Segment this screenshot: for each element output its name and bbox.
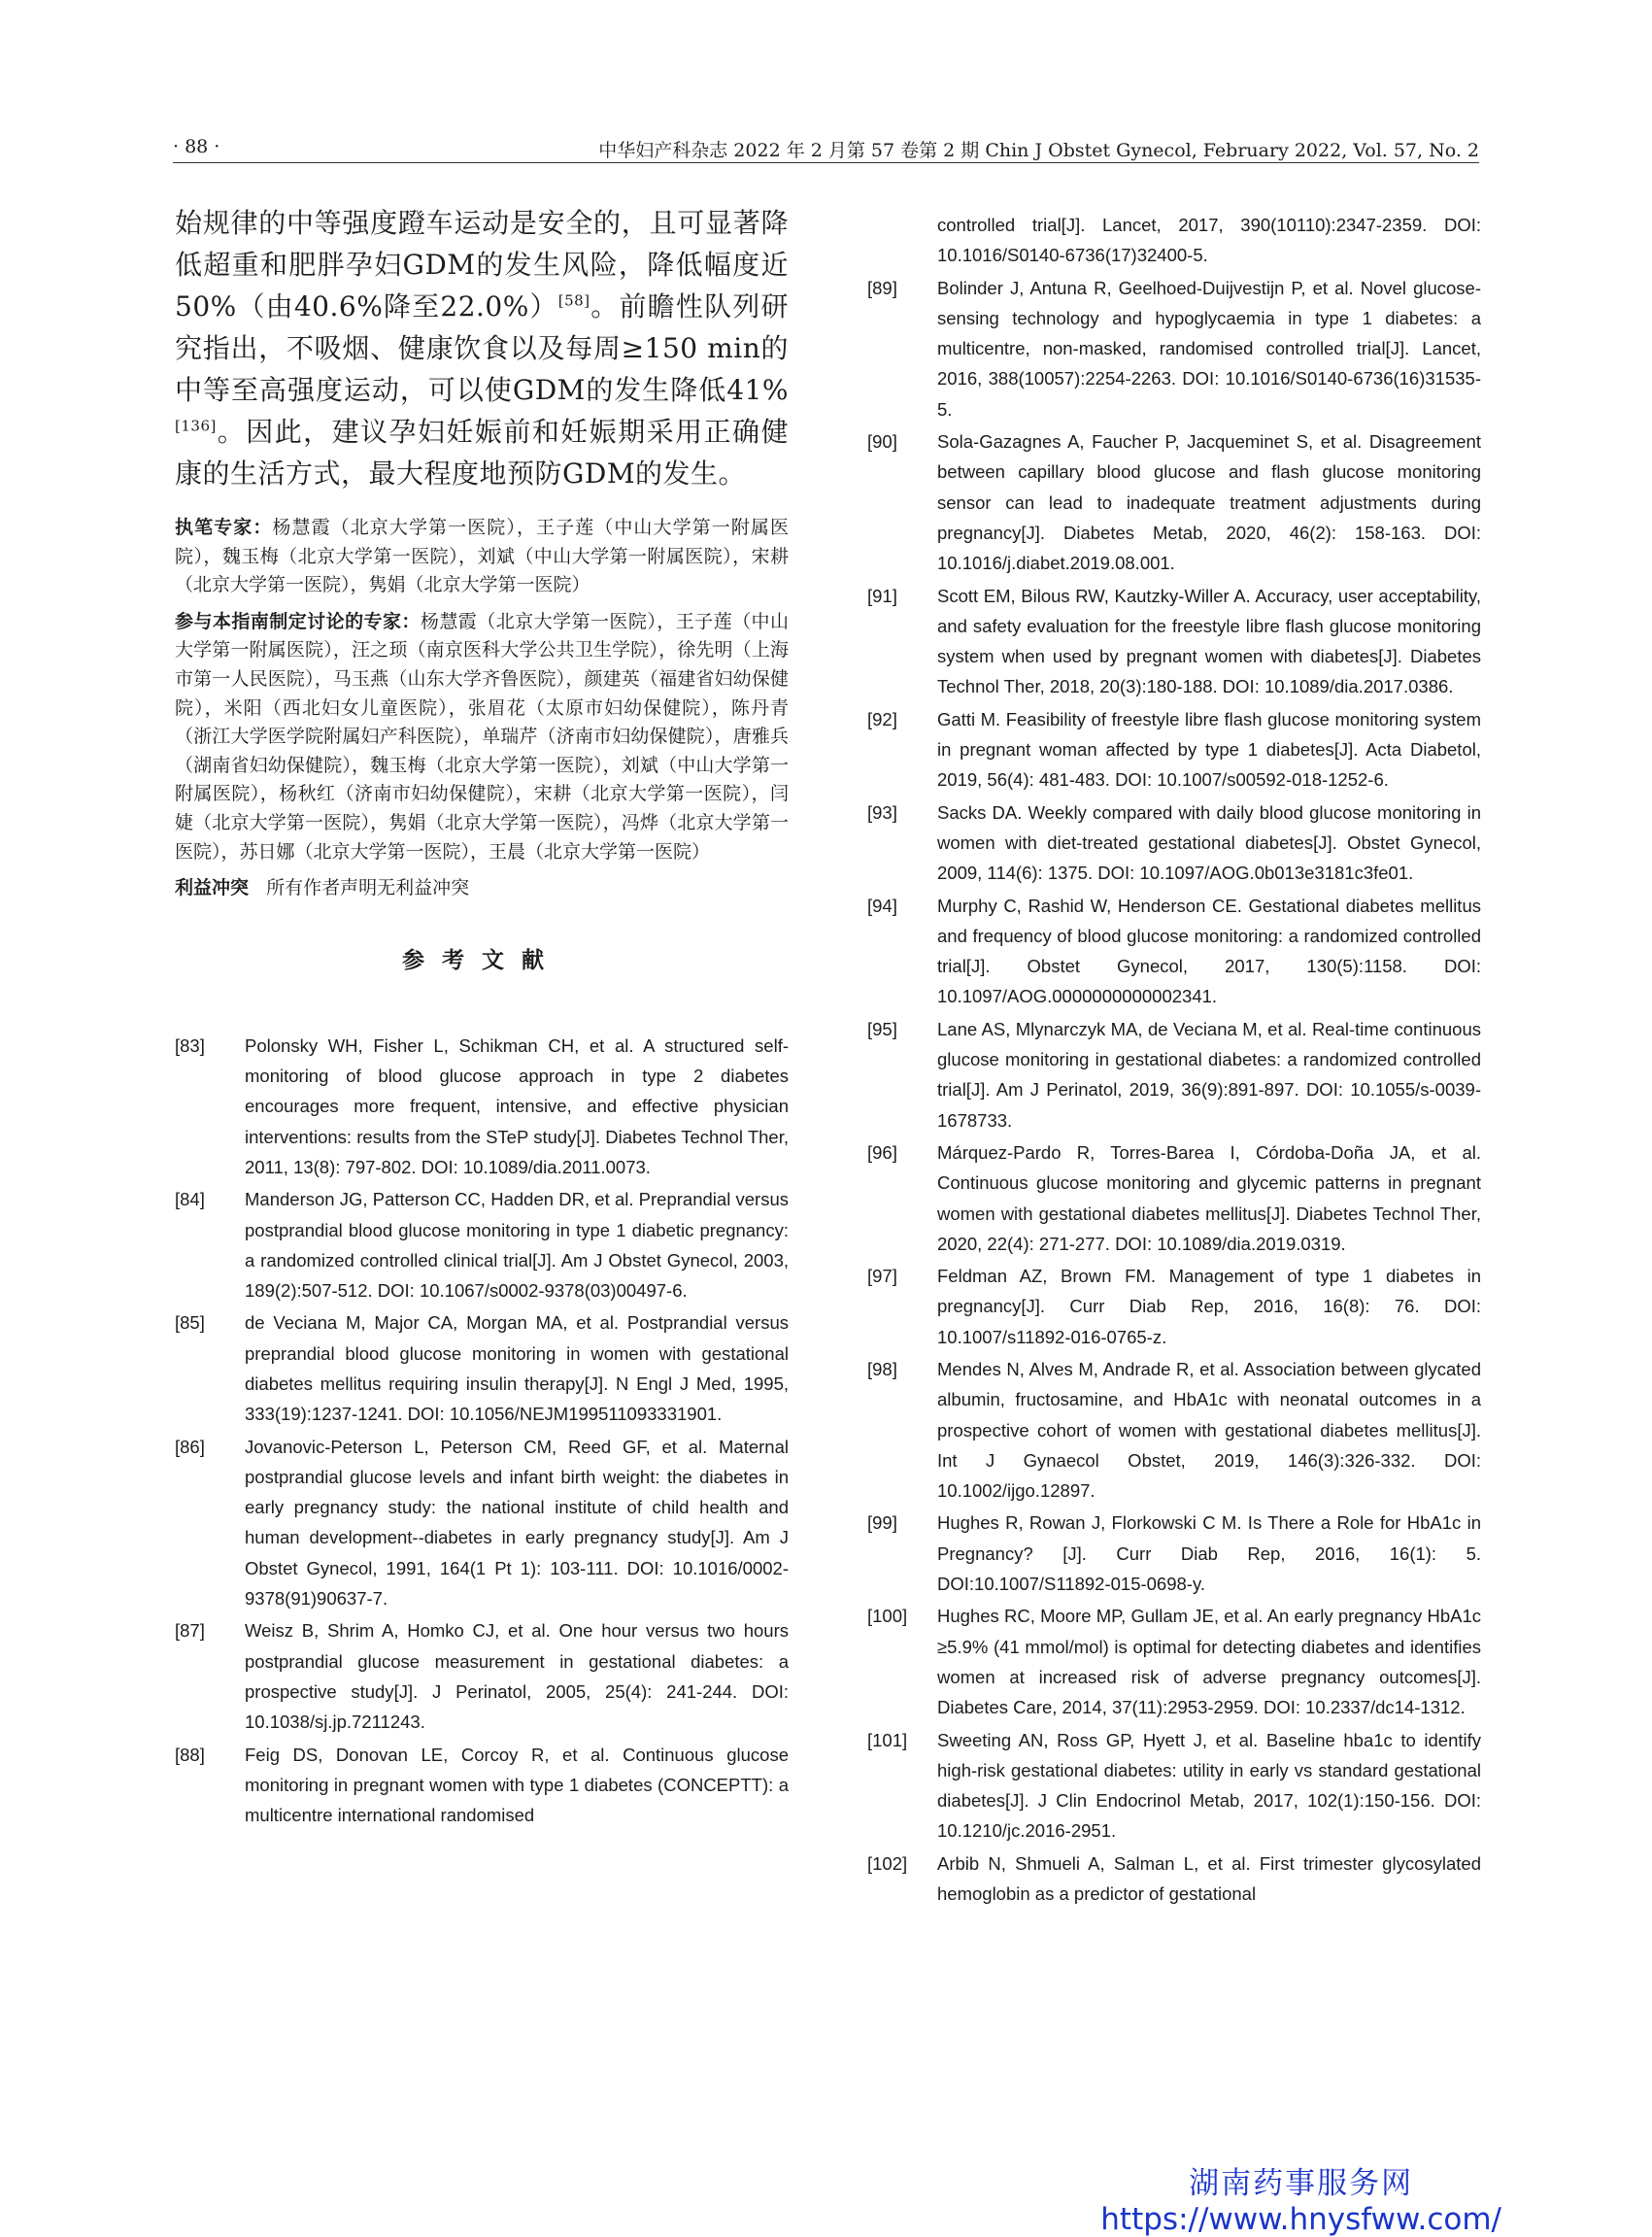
reference-text: Hughes R, Rowan J, Florkowski C M. Is There a Role for HbA1c in Pregnancy? [J]. Curr Diab Rep, 2016, 16(1): 5. DOI:10.1007/S11892-015-0698-y. <box>937 1512 1481 1595</box>
reference-text: Weisz B, Shrim A, Homko CJ, et al. One hour versus two hours postprandial glucose measurement in gestational diabetes: a prospective study[J]. J Perinatol, 2005, 25(4): 241-244. DOI: 10.1038/sj.jp.7211243. <box>245 1620 789 1733</box>
page-number: · 88 · <box>173 136 220 157</box>
reference-item <box>867 1508 1481 1599</box>
conflict-label: 利益冲突 <box>175 877 250 899</box>
reference-number: [86] <box>175 1436 205 1457</box>
reference-item <box>175 1740 789 1831</box>
reference-item <box>867 426 1481 578</box>
reference-item <box>867 1137 1481 1259</box>
reference-number: [89] <box>867 277 897 298</box>
reference-item <box>867 704 1481 796</box>
body-text-a: 始规律的中等强度蹬车运动是安全的，且可显著降低超重和肥胖孕妇GDM的发生风险，降低幅度近50%（由40.6%降至22.0%） <box>175 207 789 322</box>
reference-item <box>867 1725 1481 1847</box>
writers-list: 杨慧霞（北京大学第一医院），王子莲（中山大学第一附属医院），魏玉梅（北京大学第一医院），刘斌（中山大学第一附属医院），宋耕（北京大学第一医院），隽娟（北京大学第一医院） <box>175 517 789 596</box>
reference-text: Arbib N, Shmueli A, Salman L, et al. First trimester glycosylated hemoglobin as a predictor of gestational <box>937 1852 1481 1905</box>
reference-text: Hughes RC, Moore MP, Gullam JE, et al. An early pregnancy HbA1c ≥5.9% (41 mmol/mol) is optimal for detecting diabetes and identifies women at increased risk of adverse pregnancy outcomes[J]. Diabetes Care, 2014, 37(11):2953-2959. DOI: 10.2337/dc14-1312. <box>937 1606 1481 1718</box>
reference-item <box>867 1848 1481 1910</box>
reference-item <box>175 1432 789 1614</box>
writers-label: 执笔专家： <box>175 517 273 538</box>
reference-item <box>867 210 1481 271</box>
watermark-name: 湖南药事服务网 <box>1189 2166 1414 2201</box>
reference-text: Bolinder J, Antuna R, Geelhoed-Duijvestijn P, et al. Novel glucose-sensing technology and hypoglycaemia in type 1 diabetes: a multicentre, non-masked, randomised controlled trial[J]. Lancet, 2016, 388(10057):2254-2263. DOI: 10.1016/S0140-6736(16)31535-5. <box>937 277 1481 420</box>
conflict-line <box>175 874 789 903</box>
reference-text: Sweeting AN, Ross GP, Hyett J, et al. Baseline hba1c to identify high-risk gestational diabetes: utility in early vs standard gestational diabetes[J]. J Clin Endocrinol Metab, 2017, 102(1):150-156. DOI: 10.1210/jc.2016-2951. <box>937 1729 1481 1842</box>
reference-text: Feig DS, Donovan LE, Corcoy R, et al. Continuous glucose monitoring in pregnant women with type 1 diabetes (CONCEPTT): a multicentre international randomised <box>245 1744 789 1826</box>
reference-number: [101] <box>867 1729 908 1750</box>
reference-text: Polonsky WH, Fisher L, Schikman CH, et al. A structured self-monitoring of blood glucose approach in type 2 diabetes encourages more frequent, intensive, and effective physician interventions: results from the STeP study[J]. Diabetes Technol Ther, 2011, 13(8): 797-802. DOI: 10.1089/dia.2011.0073. <box>245 1034 789 1177</box>
reference-number: [96] <box>867 1141 897 1163</box>
reference-number: [97] <box>867 1266 897 1287</box>
reference-item <box>175 1307 789 1429</box>
left-column <box>175 202 789 1832</box>
reference-item <box>867 581 1481 702</box>
reference-item <box>175 1184 789 1305</box>
reference-number: [83] <box>175 1034 205 1056</box>
reference-number: [95] <box>867 1018 897 1039</box>
reference-number: [92] <box>867 708 897 729</box>
reference-list-left <box>175 1031 789 1831</box>
participants-label: 参与本指南制定讨论的专家： <box>175 610 421 632</box>
reference-text: Feldman AZ, Brown FM. Management of type 1 diabetes in pregnancy[J]. Curr Diab Rep, 2016, 16(8): 76. DOI: 10.1007/s11892-016-0765-z. <box>937 1266 1481 1347</box>
reference-number: [102] <box>867 1852 908 1874</box>
writers-line <box>175 514 789 600</box>
reference-number: [93] <box>867 801 897 823</box>
reference-text: Jovanovic-Peterson L, Peterson CM, Reed GF, et al. Maternal postprandial glucose levels and infant birth weight: the diabetes in early pregnancy study: the national institute of child health and human development--diabetes in early pregnancy study[J]. Am J Obstet Gynecol, 1991, 164(1 Pt 1): 103-111. DOI: 10.1016/0002-9378(91)90637-7. <box>245 1436 789 1610</box>
reference-item <box>867 1354 1481 1506</box>
reference-number: [87] <box>175 1620 205 1642</box>
reference-text: Sola-Gazagnes A, Faucher P, Jacqueminet S, et al. Disagreement between capillary blood glucose and flash glucose monitoring sensor can lead to inadequate treatment adjustments during pregnancy[J]. Diabetes Metab, 2020, 46(2): 158-163. DOI: 10.1016/j.diabet.2019.08.001. <box>937 431 1481 574</box>
reference-text: Gatti M. Feasibility of freestyle libre flash glucose monitoring system in pregnant woman affected by type 1 diabetes[J]. Acta Diabetol, 2019, 56(4): 481-483. DOI: 10.1007/s00592-018-1252-6. <box>937 708 1481 791</box>
reference-item <box>175 1615 789 1737</box>
reference-text: Murphy C, Rashid W, Henderson CE. Gestational diabetes mellitus and frequency of blood glucose monitoring: a randomized controlled trial[J]. Obstet Gynecol, 2017, 130(5):1158. DOI: 10.1097/AOG.0000000000002341. <box>937 895 1481 1007</box>
reference-text: Manderson JG, Patterson CC, Hadden DR, et al. Preprandial versus postprandial blood glucose monitoring in type 1 diabetic pregnancy: a randomized controlled clinical trial[J]. Am J Obstet Gynecol, 2003, 189(2):507-512. DOI: 10.1067/s0002-9378(03)00497-6. <box>245 1189 789 1302</box>
right-column <box>867 210 1481 1911</box>
reference-text: Scott EM, Bilous RW, Kautzky-Willer A. Accuracy, user acceptability, and safety evaluation for the freestyle libre flash glucose monitoring system when used by pregnant women with diabetes[J]. Diabetes Technol Ther, 2018, 20(3):180-188. DOI: 10.1089/dia.2017.0386. <box>937 585 1481 697</box>
reference-text: Márquez-Pardo R, Torres-Barea I, Córdoba-Doña JA, et al. Continuous glucose monitoring and glycemic patterns in pregnant women with gestational diabetes mellitus[J]. Diabetes Technol Ther, 2020, 22(4): 271-277. DOI: 10.1089/dia.2019.0319. <box>937 1141 1481 1254</box>
reference-item <box>867 1601 1481 1722</box>
reference-item <box>867 1014 1481 1135</box>
conflict-text: 所有作者声明无利益冲突 <box>266 877 470 899</box>
reference-number: [84] <box>175 1189 205 1210</box>
reference-text: Mendes N, Alves M, Andrade R, et al. Association between glycated albumin, fructosamine, and HbA1c with neonatal outcomes in a prospective cohort of women with gestational diabetes mellitus[J]. Int J Gynaecol Obstet, 2019, 146(3):326-332. DOI: 10.1002/ijgo.12897. <box>937 1358 1481 1502</box>
reference-item <box>867 1261 1481 1352</box>
participants-list: 杨慧霞（北京大学第一医院），王子莲（中山大学第一附属医院），汪之顼（南京医科大学公共卫生学院），徐先明（上海市第一人民医院），马玉燕（山东大学齐鲁医院），颜建英（福建省妇幼保健院），米阳（西北妇女儿童医院），张眉花（太原市妇幼保健院），陈丹青（浙江大学医学院附属妇产科医院），单瑞芹（济南市妇幼保健院），唐雅兵（湖南省妇幼保健院），魏玉梅（北京大学第一医院），刘斌（中山大学第一附属医院），杨秋红（济南市妇幼保健院），宋耕（北京大学第一医院），闫婕（北京大学第一医院），隽娟（北京大学第一医院），冯烨（北京大学第一医院），苏日娜（北京大学第一医院），王晨（北京大学第一医院） <box>175 610 789 863</box>
reference-number: [90] <box>867 431 897 453</box>
body-paragraph <box>175 202 789 494</box>
body-text-c: 。因此，建议孕妇妊娠前和妊娠期采用正确健康的生活方式，最大程度地预防GDM的发生。 <box>175 416 789 490</box>
references-heading: 参考文献 <box>402 946 561 973</box>
citation-58: [58] <box>557 291 590 310</box>
reference-text: controlled trial[J]. Lancet, 2017, 390(10110):2347-2359. DOI: 10.1016/S0140-6736(17)32400-5. <box>937 215 1481 266</box>
reference-number: [98] <box>867 1358 897 1379</box>
reference-item <box>867 797 1481 889</box>
reference-text: Sacks DA. Weekly compared with daily blood glucose monitoring in women with diet-treated gestational diabetes[J]. Obstet Gynecol, 2009, 114(6): 1375. DOI: 10.1097/AOG.0b013e3181c3fe01. <box>937 801 1481 884</box>
reference-number: [91] <box>867 585 897 606</box>
running-header <box>173 136 1479 165</box>
reference-number: [99] <box>867 1512 897 1534</box>
reference-number: [85] <box>175 1312 205 1334</box>
credits-block <box>175 514 789 903</box>
reference-number: [88] <box>175 1744 205 1765</box>
reference-text: Lane AS, Mlynarczyk MA, de Veciana M, et al. Real-time continuous glucose monitoring in gestational diabetes: a randomized controlled trial[J]. Am J Perinatol, 2019, 36(9):891-897. DOI: 10.1055/s-0039-1678733. <box>937 1018 1481 1131</box>
reference-number: [94] <box>867 895 897 916</box>
reference-list-right <box>867 210 1481 1909</box>
reference-item <box>867 273 1481 424</box>
body-text-b: 。前瞻性队列研究指出，不吸烟、健康饮食以及每周≥150 min的中等至高强度运动，可以使GDM的发生降低41% <box>175 290 789 406</box>
reference-item <box>175 1031 789 1182</box>
reference-item <box>867 891 1481 1012</box>
participants-line <box>175 608 789 866</box>
journal-citation: 中华妇产科杂志 2022 年 2 月第 57 卷第 2 期 Chin J Obstet Gynecol, February 2022, Vol. 57, No. 2 <box>598 140 1479 161</box>
reference-text: de Veciana M, Major CA, Morgan MA, et al. Postprandial versus preprandial blood glucose monitoring in women with gestational diabetes mellitus requiring insulin therapy[J]. N Engl J Med, 1995, 333(19):1237-1241. DOI: 10.1056/NEJM199511093331901. <box>245 1312 789 1425</box>
header-rule <box>173 162 1479 163</box>
watermark-url[interactable]: https://www.hnysfww.com/ <box>1100 2202 1501 2237</box>
citation-136: [136] <box>175 417 217 435</box>
reference-number: [100] <box>867 1606 908 1627</box>
